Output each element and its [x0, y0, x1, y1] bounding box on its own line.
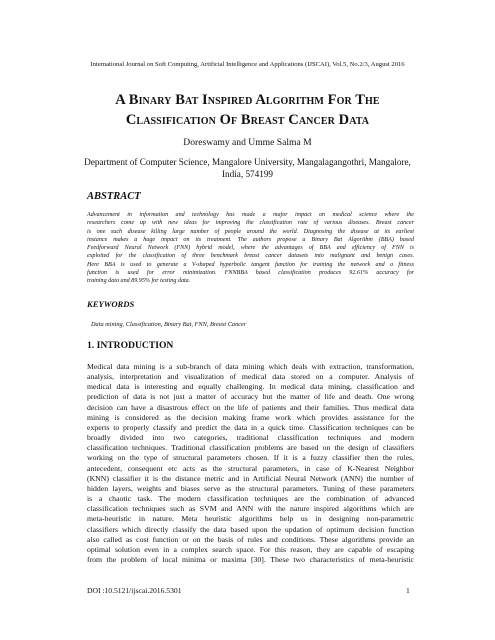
- body-line: experts to properly classify and predict the data in a quick time. Classification techniques can be: [87, 422, 414, 432]
- body-line: classification techniques. Traditional classification problems are based on the design of classifiers: [87, 443, 414, 453]
- introduction-heading: 1. INTRODUCTION: [87, 340, 174, 351]
- body-line: antecedent, consequent etc acts as the structural parameters, in case of K-Nearest Neighbor: [87, 463, 414, 473]
- body-line: optimal solution even in a complex search space. For this reason, they are capable of escaping: [87, 544, 414, 554]
- doi-footer: DOI :10.5121/ijscai.2016.5301: [87, 586, 182, 595]
- affiliation-line: India, 574199: [221, 169, 274, 179]
- body-line: (KNN) classifier it is the distance metric and in Artificial Neural Network (ANN) the number of: [87, 473, 414, 483]
- abstract-line: instance makes a huge impact on its treatment. The authors propose a Binary Bat Algorithm (BBA) based: [87, 236, 414, 243]
- authors: Doreswamy and Umme Salma M: [183, 137, 312, 148]
- affiliation-line: Department of Computer Science, Mangalore University, Mangalagangothri, Mangalore,: [84, 157, 411, 167]
- body-line: from the problem of local minima or maxima [30]. These two characteristics of meta-heuristic: [87, 554, 414, 564]
- abstract-body: [87, 211, 414, 286]
- abstract-line: training data and 89.95% for testing data.: [87, 278, 191, 285]
- abstract-line: Feedforward Neural Network (FNN) hybrid model, where the advantages of BBA and efficiency of FNN is: [87, 245, 414, 252]
- body-line: medical data is interesting and equally challenging. In medical data mining, classification and: [87, 382, 414, 392]
- title-line: A Binary Bat Inspired Algorithm For The: [115, 92, 380, 108]
- body-line: hidden layers, weights and biases serve as the structural parameters. Tuning of these parameters: [87, 483, 414, 493]
- title-line: Classification Of Breast Cancer Data: [125, 112, 370, 128]
- abstract-line: exploited for the classification of three benchmark breast cancer datasets into malignant and benign cases.: [87, 253, 414, 260]
- body-line: Medical data mining is a sub-branch of data mining which deals with extraction, transformation,: [87, 362, 414, 371]
- keywords-heading: KEYWORDS: [87, 299, 135, 309]
- affiliation: [70, 156, 425, 180]
- body-line: is a chaotic task. The modern classification techniques are the combination of advanced: [87, 494, 414, 504]
- body-line: classifiers which directly classify the data based upon the updation of optimum decision function: [87, 524, 414, 534]
- abstract-line: Advancement in information and technology has made a major impact on medical science where the: [87, 212, 414, 218]
- body-line: mining is considered as the decision making frame work which provides assistance for the: [87, 412, 414, 422]
- abstract-heading: ABSTRACT: [87, 191, 141, 202]
- abstract-line: is one such disease killing large number of people around the world. Diagnosing the disease at its earliest: [87, 228, 414, 235]
- abstract-line: function is used for error minimization. FNNBBA based classification produces 92.61% accuracy for: [87, 270, 414, 277]
- body-line: also called as cost function or on the basis of rules and conditions. These algorithms provide an: [87, 534, 414, 544]
- abstract-line: Here BBA is used to generate a V-shaped hyperbolic tangent function for training the network and a fitness: [87, 261, 414, 268]
- abstract-line: researchers come up with new ideas for improving the classification rate of various diseases. Breast cancer: [87, 220, 414, 227]
- body-line: analysis, interpretation and visualization of medical data stored on a computer. Analysis of: [87, 372, 414, 382]
- body-line: broadly divided into two categories, traditional classification techniques and modern: [87, 433, 414, 443]
- body-line: meta-heuristic in nature. Meta heuristic algorithms help us in designing non-parametric: [87, 514, 414, 524]
- body-line: working on the type of structural parameters chosen. If it is a fuzzy classifier then the rules,: [87, 453, 414, 463]
- introduction-body: [87, 362, 414, 565]
- body-line: classification techniques such as SVM and ANN with the nature inspired algorithms which are: [87, 504, 414, 514]
- body-line: decision can have a disastrous effect on the life of patients and their families. Thus medical data: [87, 402, 414, 412]
- keywords-list: Data mining, Classification, Binary Bat, FNN, Breast Cancer: [91, 321, 247, 328]
- body-line: prediction of data is not just a matter of accuracy but the matter of life and death. One wrong: [87, 392, 414, 402]
- paper-title: [60, 90, 435, 130]
- page-number: 1: [406, 586, 410, 595]
- journal-header: International Journal on Soft Computing, Artificial Intelligence and Applications (IJSCAI), Vol.5, No.2/3, August 2016: [90, 61, 405, 68]
